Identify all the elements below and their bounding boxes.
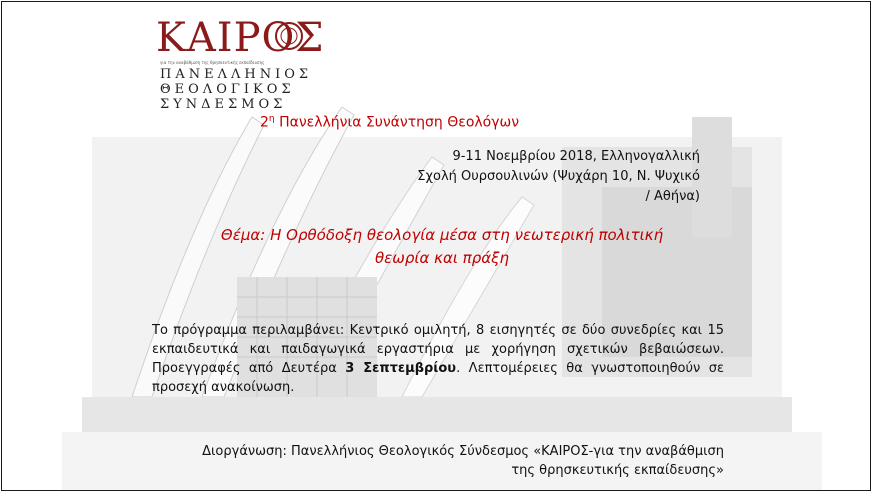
kairos-logo (152, 15, 332, 112)
logo-line-1: ΠΑΝΕΛΛΗΝΙΟΣ (160, 67, 313, 82)
event-theme (142, 224, 742, 270)
logo-tagline: για την αναβάθμιση της θρησκευτικής εκπαίδευσης (160, 60, 265, 65)
logo-wordmark: ΚΑΙΡΟΣ (156, 15, 325, 61)
logo-line-2: ΘΕΟΛΟΓΙΚΟΣ (160, 82, 295, 97)
venue-line-3: / Αθήνα) (645, 189, 700, 204)
program-description: Το πρόγραμμα περιλαμβάνει: Κεντρικό ομιλητή, 8 εισηγητές σε δύο συνεδρίες και 15 εκπαιδευτικά και παιδαγωγικά εργαστήρια με χορήγηση σχετικών βεβαιώσεων. Προεγγραφές από Δευτέρα 3 Σεπτεμβρίου. Λεπτομέρειες θα γνωστοποιηθούν σε προσεχή ανακοίνωση. (152, 323, 724, 395)
organizer-info (152, 442, 724, 480)
organizer-line-2: της θρησκευτικής εκπαίδευσης» (511, 463, 724, 478)
flyer-page (1, 1, 871, 491)
venue-line-2: Σχολή Ουρσουλινών (Ψυχάρη 10, Ν. Ψυχικό (417, 169, 700, 184)
logo-line-3: ΣΥΝΔΕΣΜΟΣ (160, 97, 287, 112)
organizer-line-1: Διοργάνωση: Πανελλήνιος Θεολογικός Σύνδεσμος «ΚΑΙΡΟΣ-για την αναβάθμιση (202, 444, 724, 459)
venue-line-1: 9-11 Νοεμβρίου 2018, Ελληνογαλλική (452, 149, 700, 164)
registration-date: 3 Σεπτεμβρίου (345, 361, 457, 376)
event-heading: $2^\eta$ Πανελλήνια Συνάντηση Θεολόγων (260, 114, 520, 131)
theme-line-1: Θέμα: Η Ορθόδοξη θεολογία μέσα στη νεωτερική πολιτική (220, 226, 664, 244)
logo-emblem-icon (274, 21, 304, 51)
theme-line-2: θεωρία και πράξη (375, 249, 509, 267)
